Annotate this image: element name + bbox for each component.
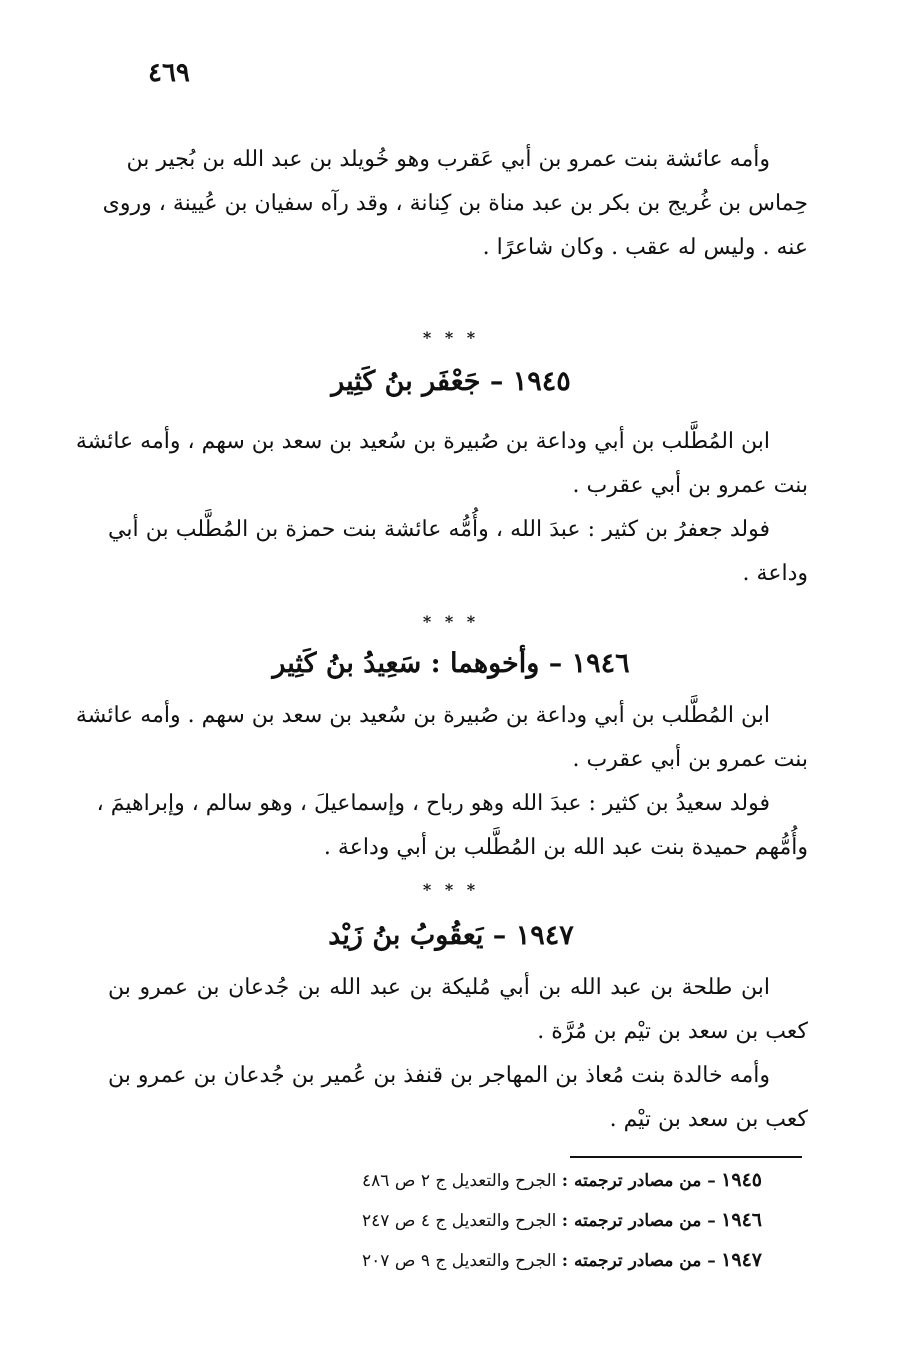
footnote <box>250 1240 762 1280</box>
entry-line: بنت عمرو بن أبي عقرب . <box>572 473 808 498</box>
entry-line: وداعة . <box>742 561 808 586</box>
entry-line: وأُمُّهم حميدة بنت عبد الله بن المُطَّلب بن أبي وداعة . <box>323 835 808 860</box>
entry-body <box>75 694 808 870</box>
footnote-text: الجرح والتعديل ج ٤ ص ٢٤٧ <box>362 1211 557 1231</box>
footnote-text: الجرح والتعديل ج ٩ ص ٢٠٧ <box>362 1251 557 1271</box>
intro-line: عنه . وليس له عقب . وكان شاعرًا . <box>482 235 808 260</box>
section-separator: * * * <box>422 612 480 631</box>
entry-line: ابن المُطَّلب بن أبي وداعة بن صُبيرة بن سُعيد بن سعد بن سهم . وأمه عائشة <box>75 703 770 728</box>
intro-line: وأمه عائشة بنت عمرو بن أبي عَقرب وهو خُويلد بن عبد الله بن بُجير بن <box>126 147 770 172</box>
entry-heading: ١٩٤٥ – جَعْفَر بنُ كَثِير <box>331 366 571 397</box>
footnote-label: – من مصادر ترجمته : <box>561 1211 716 1231</box>
entry-body <box>108 966 808 1142</box>
entry-line: فولد جعفرُ بن كثير : عبدَ الله ، وأُمُّه عائشة بنت حمزة بن المُطَّلب بن أبي <box>108 517 770 542</box>
footnotes <box>250 1160 762 1280</box>
footnote <box>250 1160 762 1200</box>
intro-line: حِماس بن غُريج بن بكر بن عبد مناة بن كِنانة ، وقد رآه سفيان بن عُيينة ، وروى <box>102 191 808 216</box>
entry-line: فولد سعيدُ بن كثير : عبدَ الله وهو رباح ، وإسماعيلَ ، وهو سالم ، وإبراهيمَ ، <box>96 791 770 816</box>
footnote-text: الجرح والتعديل ج ٢ ص ٤٨٦ <box>362 1171 557 1191</box>
footnote-number: ١٩٤٦ <box>721 1209 762 1231</box>
entry-line: كعب بن سعد بن تيْم . <box>609 1107 808 1132</box>
entry-line: ابن المُطَّلب بن أبي وداعة بن صُبيرة بن سُعيد بن سعد بن سهم ، وأمه عائشة <box>75 429 770 454</box>
section-separator: * * * <box>422 880 480 899</box>
entry-line: وأمه خالدة بنت مُعاذ بن المهاجر بن قنفذ بن عُمير بن جُدعان بن عمرو بن <box>108 1063 770 1088</box>
page-number: ٤٦٩ <box>148 58 190 88</box>
footnote-number: ١٩٤٥ <box>721 1169 762 1191</box>
entry-line: ابن طلحة بن عبد الله بن أبي مُليكة بن عبد الله بن جُدعان بن عمرو بن <box>108 975 770 1000</box>
section-separator: * * * <box>422 328 480 347</box>
intro-paragraph <box>102 138 808 270</box>
entry-line: كعب بن سعد بن تيْم بن مُرَّة . <box>537 1019 808 1044</box>
entry-heading: ١٩٤٧ – يَعقُوبُ بنُ زَيْد <box>328 920 574 951</box>
entry-heading: ١٩٤٦ – وأخوهما : سَعِيدُ بنُ كَثِير <box>272 648 630 679</box>
footnote-label: – من مصادر ترجمته : <box>561 1251 716 1271</box>
entry-line: بنت عمرو بن أبي عقرب . <box>572 747 808 772</box>
footnote-label: – من مصادر ترجمته : <box>561 1171 716 1191</box>
footnote-divider <box>570 1156 802 1158</box>
footnote <box>250 1200 762 1240</box>
entry-body <box>75 420 808 596</box>
footnote-number: ١٩٤٧ <box>721 1249 762 1271</box>
